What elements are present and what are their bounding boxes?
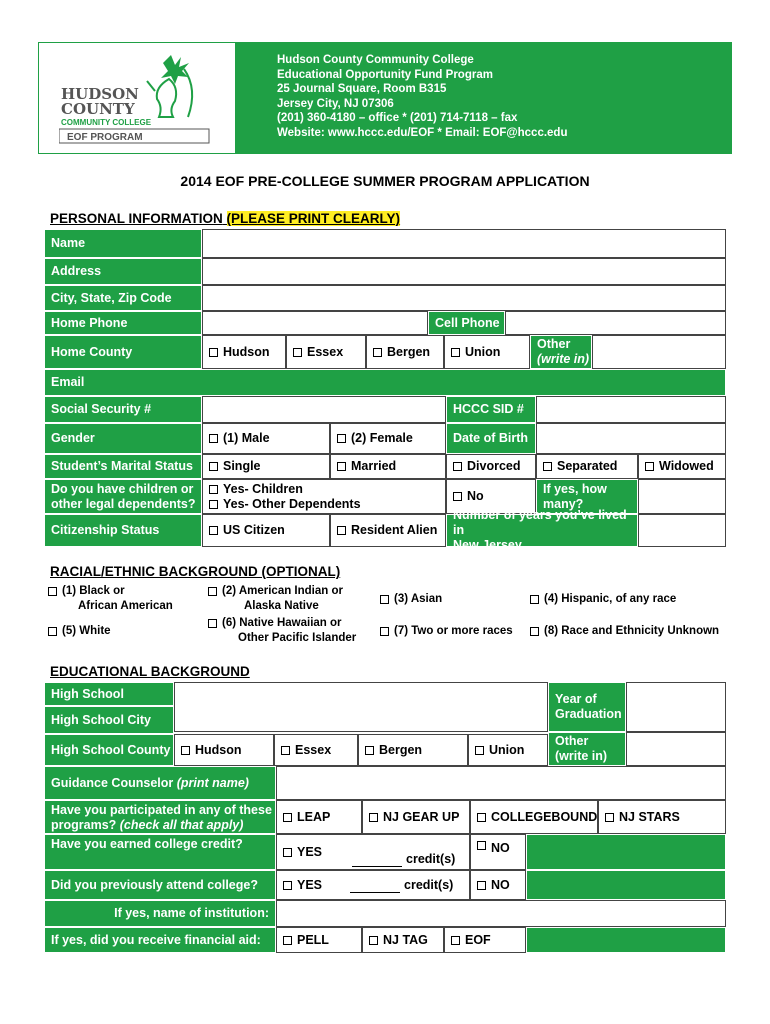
- checkbox-icon: [451, 936, 460, 945]
- checkbox-icon: [337, 434, 346, 443]
- race-option-white[interactable]: (5) White: [44, 616, 202, 646]
- college-name: Hudson County Community College: [277, 54, 474, 66]
- checkbox-icon: [48, 587, 57, 596]
- city-address: Jersey City, NJ 07306: [277, 97, 394, 110]
- marital-option-divorced[interactable]: Divorced: [446, 454, 536, 479]
- ssn-field[interactable]: [202, 396, 446, 423]
- checkbox-icon: [530, 627, 539, 636]
- program-option-collegebound[interactable]: COLLEGEBOUND: [470, 800, 598, 834]
- checkbox-icon: [283, 813, 292, 822]
- dob-label: Date of Birth: [446, 423, 536, 454]
- home-phone-field[interactable]: [202, 311, 428, 335]
- sid-label: HCCC SID #: [446, 396, 536, 423]
- checkbox-icon: [605, 813, 614, 822]
- marital-option-widowed[interactable]: Widowed: [638, 454, 726, 479]
- previous-college-no[interactable]: NO: [470, 870, 526, 900]
- website-email: Website: www.hccc.edu/EOF * Email: EOF@hccc.edu: [277, 126, 568, 139]
- checkbox-icon: [209, 434, 218, 443]
- sid-field[interactable]: [536, 396, 726, 423]
- marital-status-label: Student’s Marital Status: [44, 454, 202, 479]
- checkbox-icon: [380, 627, 389, 636]
- racial-heading: RACIAL/ETHNIC BACKGROUND (OPTIONAL): [50, 564, 341, 579]
- header-banner: [38, 42, 732, 154]
- race-option-black[interactable]: (1) Black or African American: [44, 582, 202, 616]
- checkbox-icon: [208, 587, 217, 596]
- checkbox-icon: [181, 746, 190, 755]
- race-option-pacific-islander[interactable]: (6) Native Hawaiian or Other Pacific Islander: [204, 614, 374, 648]
- print-clearly-note: (PLEASE PRINT CLEARLY): [226, 211, 401, 226]
- citizenship-label: Citizenship Status: [44, 514, 202, 547]
- previous-shaded-cell: [526, 870, 726, 900]
- personal-info-heading: PERSONAL INFORMATION (PLEASE PRINT CLEARLY): [50, 211, 401, 226]
- dependents-options: [202, 479, 446, 514]
- name-label: Name: [44, 229, 202, 258]
- checkbox-icon: [373, 348, 382, 357]
- aid-option-pell[interactable]: PELL: [276, 927, 362, 953]
- previous-credits-entry[interactable]: credit(s): [350, 878, 453, 893]
- how-many-label: If yes, how many?: [536, 479, 638, 514]
- checkbox-icon: [209, 500, 218, 509]
- aid-option-eof[interactable]: EOF: [444, 927, 526, 953]
- checkbox-icon: [369, 813, 378, 822]
- checkbox-icon: [477, 881, 486, 890]
- hs-county-other-field[interactable]: [626, 732, 726, 766]
- checkbox-icon: [48, 627, 57, 636]
- checkbox-icon: [543, 462, 552, 471]
- dob-field[interactable]: [536, 423, 726, 454]
- education-heading: EDUCATIONAL BACKGROUND: [50, 664, 250, 679]
- race-option-asian[interactable]: (3) Asian: [376, 582, 524, 616]
- address-label: Address: [44, 258, 202, 285]
- financial-aid-label: If yes, did you receive financial aid:: [44, 927, 276, 953]
- college-credit-label: Have you earned college credit?: [44, 834, 276, 870]
- dependents-option-no[interactable]: No: [446, 479, 536, 514]
- hs-county-label: High School County: [44, 734, 174, 766]
- hs-county-other-label: Other (write in): [548, 732, 626, 766]
- dependents-option-children[interactable]: Yes- Children: [209, 482, 303, 497]
- programs-label: Have you participated in any of these programs? (check all that apply): [44, 800, 276, 834]
- college-credit-yes[interactable]: YES credit(s): [276, 834, 470, 870]
- checkbox-icon: [209, 462, 218, 471]
- aid-shaded-cell: [526, 927, 726, 953]
- race-option-american-indian[interactable]: (2) American Indian or Alaska Native: [204, 582, 374, 616]
- home-phone-label: Home Phone: [44, 311, 202, 335]
- county-other-label: Other (write in): [530, 335, 592, 369]
- checkbox-icon: [209, 348, 218, 357]
- svg-text:COMMUNITY COLLEGE: COMMUNITY COLLEGE: [61, 118, 152, 127]
- years-in-nj-field[interactable]: [638, 514, 726, 547]
- name-field[interactable]: [202, 229, 726, 258]
- checkbox-icon: [209, 526, 218, 535]
- hs-county-option-bergen[interactable]: Bergen: [358, 734, 468, 766]
- race-option-hispanic[interactable]: (4) Hispanic, of any race: [526, 582, 726, 616]
- dependents-label: Do you have children or other legal dependents?: [44, 479, 202, 514]
- ssn-label: Social Security #: [44, 396, 202, 423]
- county-option-essex[interactable]: Essex: [286, 335, 366, 369]
- checkbox-icon: [475, 746, 484, 755]
- checkbox-icon: [208, 619, 217, 628]
- college-logo: [39, 43, 235, 153]
- checkbox-icon: [477, 841, 486, 850]
- citizenship-option-resident[interactable]: Resident Alien: [330, 514, 446, 547]
- program-option-gear-up[interactable]: NJ GEAR UP: [362, 800, 470, 834]
- program-option-leap[interactable]: LEAP: [276, 800, 362, 834]
- checkbox-icon: [365, 746, 374, 755]
- years-in-nj-label: Number of years you’ve lived in New Jersey: [446, 514, 638, 547]
- svg-text:HUDSON: HUDSON: [61, 85, 139, 103]
- checkbox-icon: [209, 485, 218, 494]
- hs-county-option-essex[interactable]: Essex: [274, 734, 358, 766]
- marital-option-married[interactable]: Married: [330, 454, 446, 479]
- svg-text:COUNTY: COUNTY: [61, 100, 135, 118]
- checkbox-icon: [453, 492, 462, 501]
- checkbox-icon: [477, 813, 486, 822]
- county-other-field[interactable]: [592, 335, 726, 369]
- checkbox-icon: [453, 462, 462, 471]
- checkbox-icon: [451, 348, 460, 357]
- marital-option-single[interactable]: Single: [202, 454, 330, 479]
- county-option-bergen[interactable]: Bergen: [366, 335, 444, 369]
- credit-shaded-cell: [526, 834, 726, 870]
- checkbox-icon: [337, 462, 346, 471]
- checkbox-icon: [337, 526, 346, 535]
- high-school-field[interactable]: [174, 682, 548, 732]
- dependents-option-other[interactable]: Yes- Other Dependents: [209, 497, 361, 512]
- home-county-label: Home County: [44, 335, 202, 369]
- previous-college-label: Did you previously attend college?: [44, 870, 276, 900]
- logo-graphic: [59, 51, 219, 145]
- race-option-unknown[interactable]: (8) Race and Ethnicity Unknown: [526, 616, 726, 646]
- program-name: Educational Opportunity Fund Program: [277, 68, 493, 81]
- checkbox-icon: [283, 936, 292, 945]
- marital-option-separated[interactable]: Separated: [536, 454, 638, 479]
- checkbox-icon: [645, 462, 654, 471]
- county-option-union[interactable]: Union: [444, 335, 530, 369]
- aid-option-nj-tag[interactable]: NJ TAG: [362, 927, 444, 953]
- grad-year-label: Year of Graduation: [548, 682, 626, 732]
- gender-label: Gender: [44, 423, 202, 454]
- high-school-label: High School: [44, 682, 174, 706]
- checkbox-icon: [283, 881, 292, 890]
- checkbox-icon: [293, 348, 302, 357]
- hs-county-option-union[interactable]: Union: [468, 734, 548, 766]
- program-option-nj-stars[interactable]: NJ STARS: [598, 800, 726, 834]
- svg-text:EOF PROGRAM: EOF PROGRAM: [67, 132, 143, 143]
- street-address: 25 Journal Square, Room B315: [277, 83, 447, 96]
- counselor-field[interactable]: [276, 766, 726, 800]
- how-many-field[interactable]: [638, 479, 726, 514]
- checkbox-icon: [530, 595, 539, 604]
- credits-entry[interactable]: credit(s): [352, 852, 455, 867]
- gender-option-male[interactable]: (1) Male: [202, 423, 330, 454]
- county-option-hudson[interactable]: Hudson: [202, 335, 286, 369]
- email-label: Email: [44, 369, 726, 396]
- phone-fax: (201) 360-4180 – office * (201) 714-7118 – fax: [277, 112, 518, 125]
- checkbox-icon: [283, 848, 292, 857]
- citizenship-option-us[interactable]: US Citizen: [202, 514, 330, 547]
- hs-city-label: High School City: [44, 706, 174, 734]
- checkbox-icon: [281, 746, 290, 755]
- checkbox-icon: [380, 595, 389, 604]
- form-title: 2014 EOF PRE-COLLEGE SUMMER PROGRAM APPLICATION: [180, 173, 590, 189]
- city-field[interactable]: [202, 285, 726, 311]
- race-option-two-or-more[interactable]: (7) Two or more races: [376, 616, 524, 646]
- previous-college-yes[interactable]: YES credit(s): [276, 870, 470, 900]
- hs-county-option-hudson[interactable]: Hudson: [174, 734, 274, 766]
- gender-option-female[interactable]: (2) Female: [330, 423, 446, 454]
- college-credit-no[interactable]: NO: [470, 834, 526, 870]
- header-address-block: [277, 53, 567, 141]
- institution-label: If yes, name of institution:: [44, 900, 276, 927]
- institution-field[interactable]: [276, 900, 726, 927]
- cell-phone-field[interactable]: [505, 311, 726, 335]
- checkbox-icon: [369, 936, 378, 945]
- grad-year-field[interactable]: [626, 682, 726, 732]
- counselor-label: Guidance Counselor (print name): [44, 766, 276, 800]
- address-field[interactable]: [202, 258, 726, 285]
- cell-phone-label: Cell Phone: [428, 311, 505, 335]
- city-label: City, State, Zip Code: [44, 285, 202, 311]
